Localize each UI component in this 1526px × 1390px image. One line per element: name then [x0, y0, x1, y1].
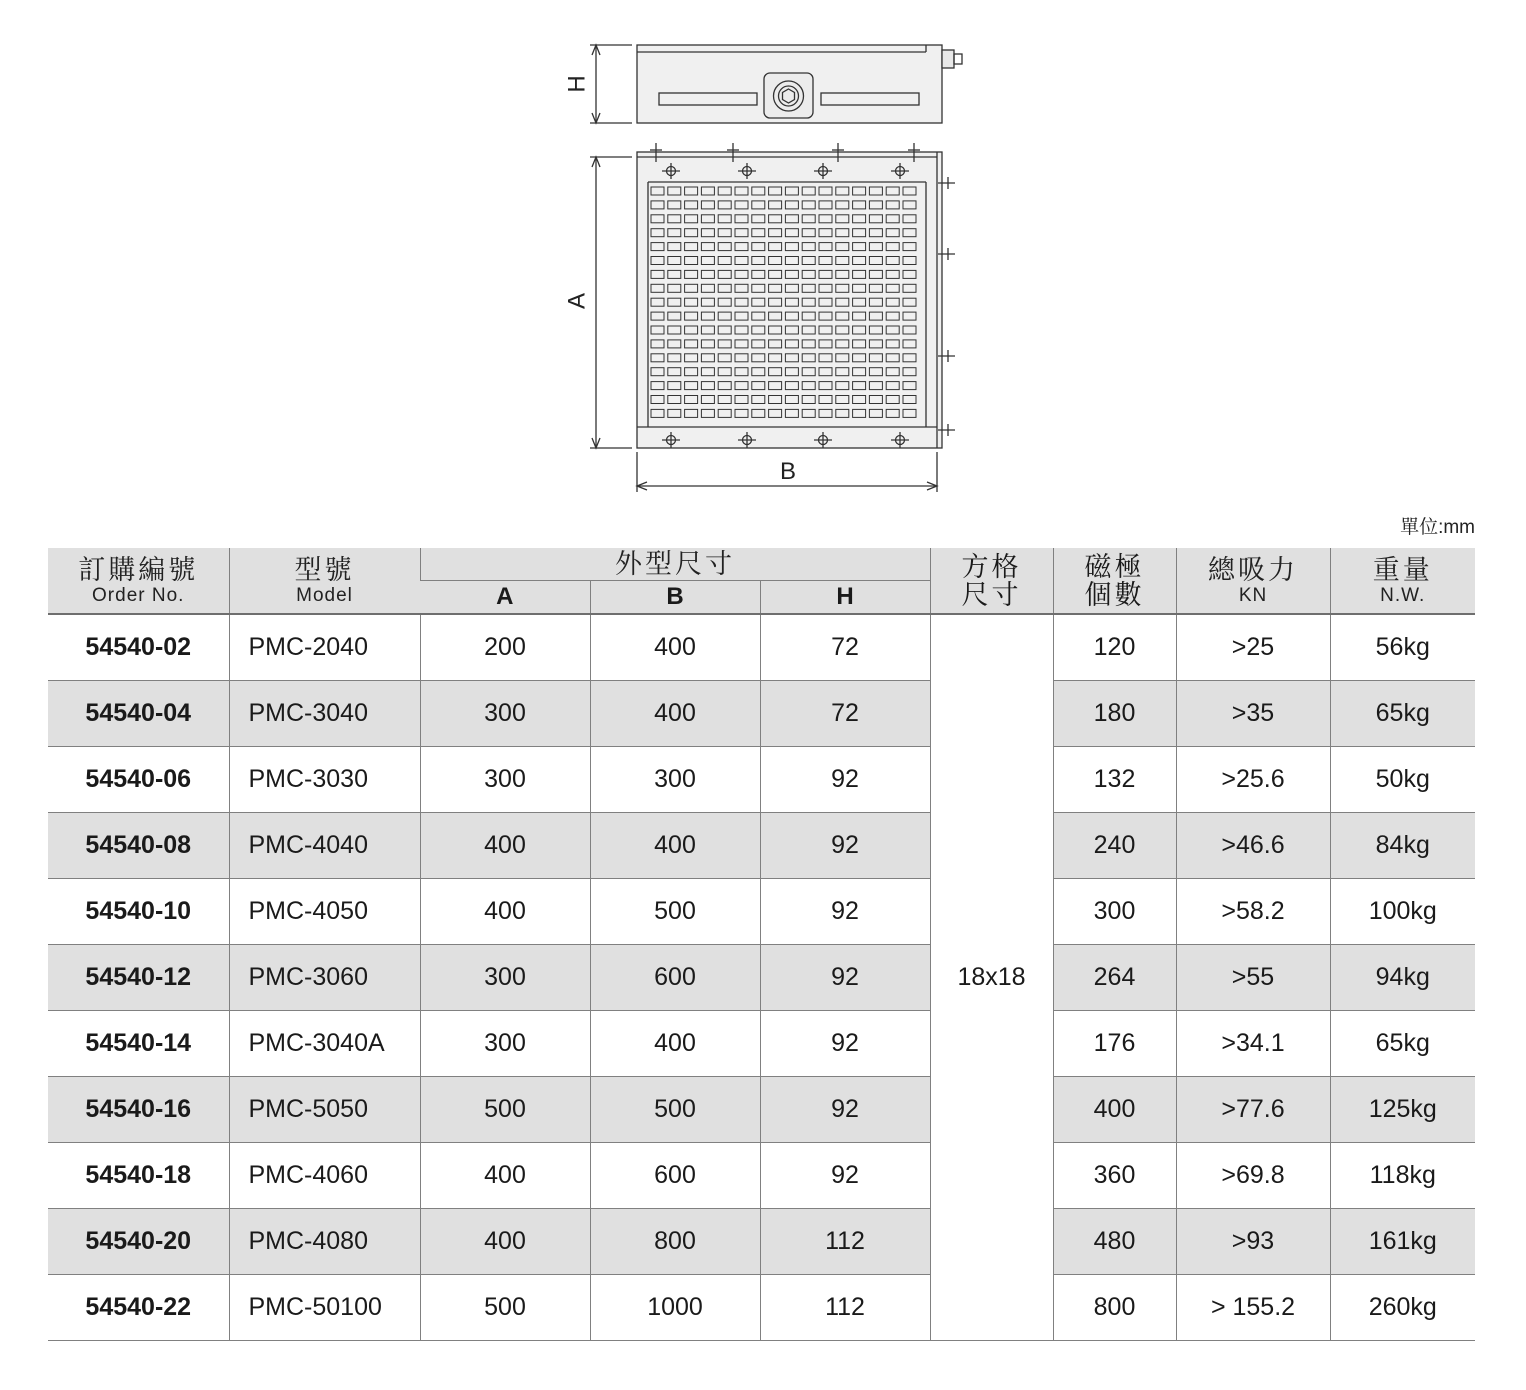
header-grid-zh-2: 尺寸	[961, 579, 1022, 610]
dim-h-cell: 92	[760, 1011, 930, 1077]
grid-size-cell: 18x18	[930, 614, 1053, 1341]
table-row	[48, 1077, 1475, 1143]
model-cell: PMC-3040A	[229, 1011, 420, 1077]
header-poles-zh-1: 磁極	[1084, 551, 1145, 582]
table-row	[48, 1209, 1475, 1275]
model-cell: PMC-4040	[229, 813, 420, 879]
dim-label-b: B	[779, 458, 797, 485]
model-cell: PMC-3060	[229, 945, 420, 1011]
model-cell: PMC-3030	[229, 747, 420, 813]
dim-a-cell: 400	[420, 813, 590, 879]
header-weight	[1330, 548, 1475, 614]
poles-cell: 800	[1053, 1275, 1176, 1341]
dim-h-cell: 112	[760, 1275, 930, 1341]
header-order-no	[48, 548, 229, 614]
force-cell: >55	[1176, 945, 1330, 1011]
order-no-cell: 54540-20	[48, 1209, 229, 1275]
dim-h-cell: 92	[760, 1143, 930, 1209]
header-force	[1176, 548, 1330, 614]
dim-b-cell: 600	[590, 1143, 760, 1209]
weight-cell: 65kg	[1330, 681, 1475, 747]
model-cell: PMC-4080	[229, 1209, 420, 1275]
order-no-cell: 54540-04	[48, 681, 229, 747]
weight-cell: 65kg	[1330, 1011, 1475, 1077]
header-grid-size	[930, 548, 1053, 614]
weight-cell: 56kg	[1330, 614, 1475, 681]
force-cell: >25.6	[1176, 747, 1330, 813]
dim-b-cell: 500	[590, 1077, 760, 1143]
header-order-zh: 訂購編號	[78, 554, 199, 585]
force-cell: > 155.2	[1176, 1275, 1330, 1341]
header-poles-zh-2: 個數	[1084, 579, 1145, 610]
dim-b-cell: 400	[590, 813, 760, 879]
poles-cell: 360	[1053, 1143, 1176, 1209]
unit-note: 單位:mm	[1400, 517, 1475, 538]
force-cell: >35	[1176, 681, 1330, 747]
poles-cell: 264	[1053, 945, 1176, 1011]
order-no-cell: 54540-16	[48, 1077, 229, 1143]
header-dimensions	[420, 548, 930, 581]
table-row	[48, 1011, 1475, 1077]
force-cell: >46.6	[1176, 813, 1330, 879]
dim-a-cell: 300	[420, 1011, 590, 1077]
dimension-h	[590, 45, 632, 123]
dim-h-cell: 92	[760, 945, 930, 1011]
table-row	[48, 1275, 1475, 1341]
table-row	[48, 747, 1475, 813]
dim-h-cell: 72	[760, 614, 930, 681]
dim-b-cell: 600	[590, 945, 760, 1011]
poles-cell: 240	[1053, 813, 1176, 879]
weight-cell: 100kg	[1330, 879, 1475, 945]
dim-h-cell: 112	[760, 1209, 930, 1275]
dim-label-h: H	[563, 75, 591, 93]
spec-table-body	[48, 614, 1475, 1341]
model-cell: PMC-2040	[229, 614, 420, 681]
dim-a-cell: 400	[420, 879, 590, 945]
weight-cell: 94kg	[1330, 945, 1475, 1011]
weight-cell: 50kg	[1330, 747, 1475, 813]
dim-h-cell: 92	[760, 1077, 930, 1143]
poles-cell: 132	[1053, 747, 1176, 813]
dim-h-cell: 72	[760, 681, 930, 747]
dim-b-cell: 1000	[590, 1275, 760, 1341]
model-cell: PMC-5050	[229, 1077, 420, 1143]
dimension-a	[590, 157, 632, 448]
header-dim-b: B	[590, 581, 760, 615]
poles-cell: 400	[1053, 1077, 1176, 1143]
dim-h-cell: 92	[760, 747, 930, 813]
force-cell: >58.2	[1176, 879, 1330, 945]
technical-drawing	[0, 0, 1526, 500]
dim-a-cell: 500	[420, 1275, 590, 1341]
header-weight-zh: 重量	[1372, 554, 1433, 585]
poles-cell: 120	[1053, 614, 1176, 681]
order-no-cell: 54540-22	[48, 1275, 229, 1341]
order-no-cell: 54540-12	[48, 945, 229, 1011]
table-row	[48, 614, 1475, 681]
force-cell: >25	[1176, 614, 1330, 681]
weight-cell: 84kg	[1330, 813, 1475, 879]
order-no-cell: 54540-18	[48, 1143, 229, 1209]
header-order-en: Order No.	[92, 584, 185, 606]
order-no-cell: 54540-02	[48, 614, 229, 681]
header-force-zh: 總吸力	[1208, 554, 1299, 585]
header-model-zh: 型號	[294, 554, 355, 585]
order-no-cell: 54540-06	[48, 747, 229, 813]
dim-b-cell: 300	[590, 747, 760, 813]
side-view	[637, 45, 962, 123]
dim-b-cell: 500	[590, 879, 760, 945]
force-cell: >93	[1176, 1209, 1330, 1275]
dim-a-cell: 500	[420, 1077, 590, 1143]
dim-a-cell: 300	[420, 945, 590, 1011]
spec-table	[48, 548, 1475, 1341]
force-cell: >77.6	[1176, 1077, 1330, 1143]
header-grid-zh-1: 方格	[961, 551, 1022, 582]
weight-cell: 260kg	[1330, 1275, 1475, 1341]
force-cell: >69.8	[1176, 1143, 1330, 1209]
model-cell: PMC-4050	[229, 879, 420, 945]
dim-a-cell: 400	[420, 1143, 590, 1209]
header-weight-en: N.W.	[1380, 584, 1426, 606]
header-force-en: KN	[1238, 584, 1268, 606]
dim-b-cell: 400	[590, 614, 760, 681]
weight-cell: 161kg	[1330, 1209, 1475, 1275]
poles-cell: 180	[1053, 681, 1176, 747]
model-cell: PMC-4060	[229, 1143, 420, 1209]
header-dims-zh: 外型尺寸	[615, 548, 735, 579]
dim-a-cell: 300	[420, 747, 590, 813]
header-model	[229, 548, 420, 614]
dim-b-cell: 800	[590, 1209, 760, 1275]
dim-a-cell: 300	[420, 681, 590, 747]
poles-cell: 480	[1053, 1209, 1176, 1275]
header-dim-a: A	[420, 581, 590, 615]
order-no-cell: 54540-14	[48, 1011, 229, 1077]
dim-h-cell: 92	[760, 813, 930, 879]
top-view	[637, 143, 955, 448]
table-row	[48, 945, 1475, 1011]
header-poles	[1053, 548, 1176, 614]
model-cell: PMC-50100	[229, 1275, 420, 1341]
dim-a-cell: 400	[420, 1209, 590, 1275]
table-row	[48, 1143, 1475, 1209]
poles-cell: 300	[1053, 879, 1176, 945]
poles-cell: 176	[1053, 1011, 1176, 1077]
dim-b-cell: 400	[590, 681, 760, 747]
dim-b-cell: 400	[590, 1011, 760, 1077]
dim-a-cell: 200	[420, 614, 590, 681]
model-cell: PMC-3040	[229, 681, 420, 747]
table-row	[48, 879, 1475, 945]
table-row	[48, 813, 1475, 879]
order-no-cell: 54540-10	[48, 879, 229, 945]
table-row	[48, 681, 1475, 747]
force-cell: >34.1	[1176, 1011, 1330, 1077]
weight-cell: 118kg	[1330, 1143, 1475, 1209]
dim-h-cell: 92	[760, 879, 930, 945]
header-model-en: Model	[296, 584, 353, 606]
order-no-cell: 54540-08	[48, 813, 229, 879]
dim-label-a: A	[563, 292, 591, 310]
weight-cell: 125kg	[1330, 1077, 1475, 1143]
header-dim-h: H	[760, 581, 930, 615]
